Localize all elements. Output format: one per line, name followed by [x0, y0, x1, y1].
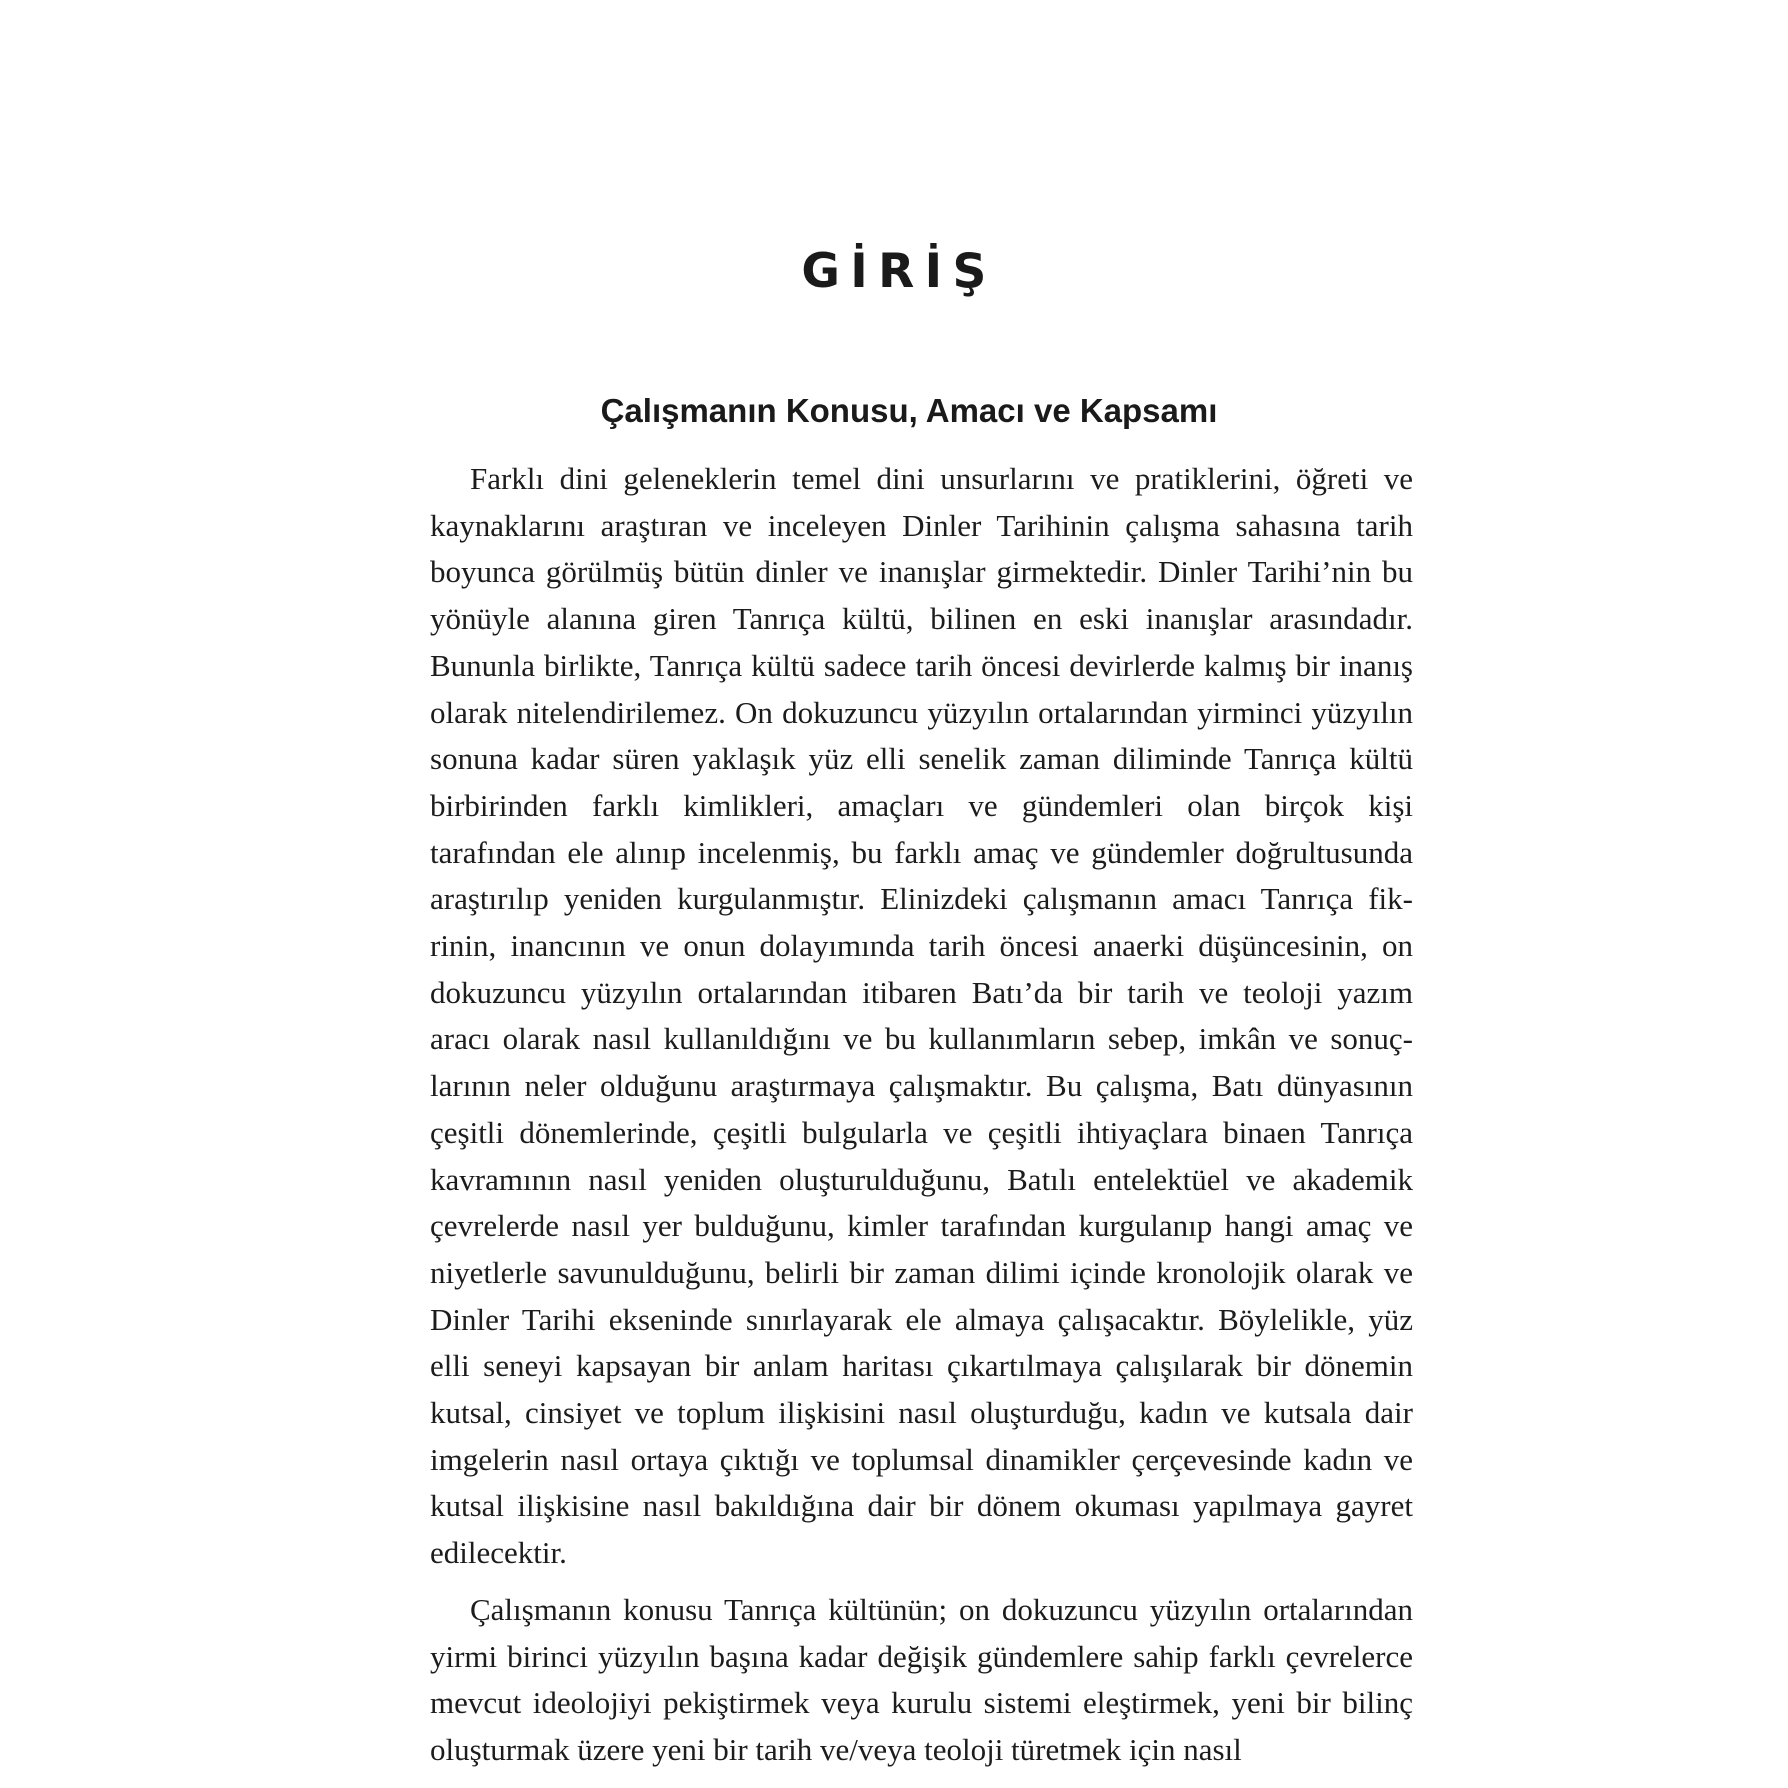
paragraph-1: Farklı dini geleneklerin temel dini unsurlarını ve pratiklerini, öğreti ve kaynaklarını araştıran ve inceleyen Dinler Tarihinin çalışma sahasına tarih boyunca görülmüş bütün dinler ve inanışlar girmektedir. Dinler Tarihi’nin bu yönüyle alanına giren Tanrıça kültü, bilinen en eski inanışlar arasındadır. Bununla birlikte, Tanrıça kültü sadece tarih öncesi devirlerde kalmış bir inanış olarak nitelendirilemez. On dokuzuncu yüzyılın ortalarından yirminci yüzyılın sonuna kadar süren yaklaşık yüz elli senelik zaman diliminde Tanrıça kültü birbirinden farklı kimlikleri, amaçları ve gündemleri olan birçok kişi tarafından ele alınıp incelenmiş, bu farklı amaç ve gündemler doğrultusunda araştırılıp yeniden kurgulanmıştır. Elinizdeki çalışmanın amacı Tanrıça fikrinin, inancının ve onun dolayımında tarih öncesi anaerki düşüncesinin, on dokuzuncu yüzyılın ortalarından itibaren Batı’da bir tarih ve teoloji yazım aracı olarak nasıl kullanıldığını ve bu kullanımların sebep, imkân ve sonuçlarının neler olduğunu araştırmaya çalışmaktır. Bu çalışma, Batı dünyasının çeşitli dönemlerinde, çeşitli bulgularla ve çeşitli ihtiyaçlara binaen Tanrıça kavramının nasıl yeniden oluşturulduğunu, Batılı entelektüel ve akademik çevrelerde nasıl yer bulduğunu, kimler tarafından kurgulanıp hangi amaç ve niyetlerle savunulduğunu, belirli bir zaman dilimi içinde kronolojik olarak ve Dinler Tarihi ekseninde sınırlayarak ele almaya çalışacaktır. Böylelikle, yüz elli seneyi kapsayan bir anlam haritası çıkartılmaya çalışılarak bir dönemin kutsal, cinsiyet ve toplum ilişkisini nasıl oluşturduğu, kadın ve kutsala dair imgelerin nasıl ortaya çıktığı ve toplumsal dinamikler çerçevesinde kadın ve kutsal ilişkisine nasıl bakıldığına dair bir dönem okuması yapılmaya gayret edilecektir.	[430, 461, 1413, 1571]
paragraph-2: Çalışmanın konusu Tanrıça kültünün; on dokuzuncu yüzyılın ortalarından yirmi birinci yüzyılın başına kadar değişik gündemlere sahip farklı çevrelerce mevcut ideolojiyi pekiştirmek veya kurulu sistemi eleştirmek, yeni bir bilinç oluşturmak üzere yeni bir tarih ve/veya teoloji türetmek için nasıl	[430, 1591, 1413, 1767]
section-heading: Çalışmanın Konusu, Amacı ve Kapsamı	[600, 392, 1218, 429]
chapter-title: GİRİŞ	[801, 244, 997, 299]
body-text	[430, 456, 1413, 1774]
